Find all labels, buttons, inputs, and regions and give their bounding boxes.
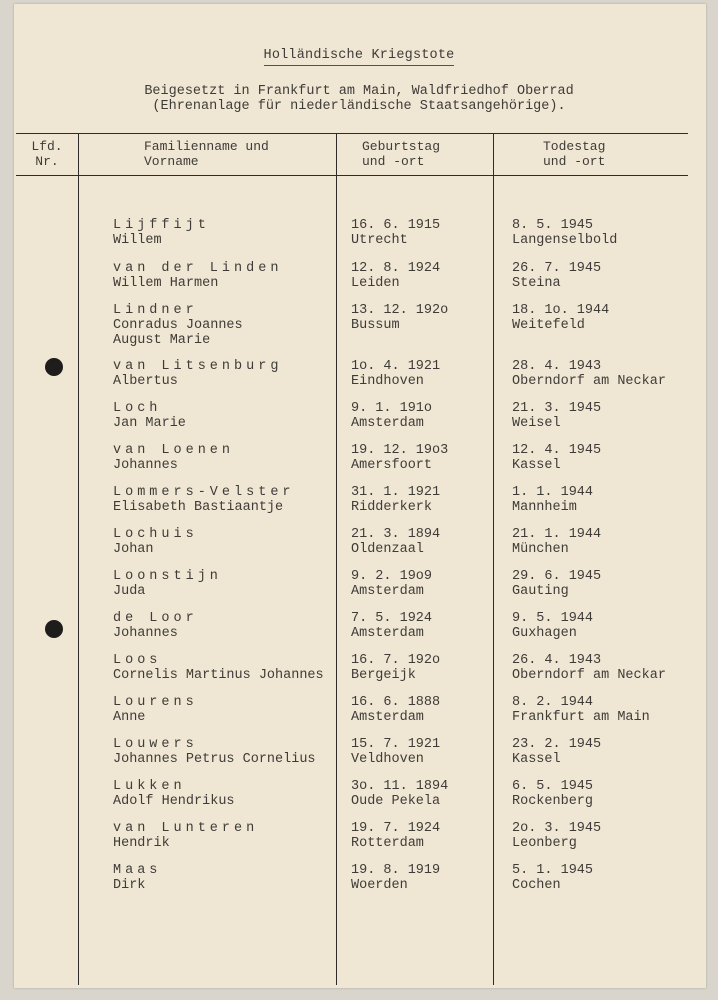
document-title-text: Holländische Kriegstote <box>264 48 455 66</box>
birth-date-cell: 9. 1. 191o <box>351 401 433 416</box>
death-date-cell: 9. 5. 1944 <box>512 611 594 626</box>
birth-place-cell: Eindhoven <box>351 374 424 389</box>
surname-cell: de Loor <box>113 611 198 626</box>
given-name-cell: August Marie <box>113 333 211 348</box>
table-row <box>0 737 718 779</box>
death-place-cell: Rockenberg <box>512 794 594 809</box>
death-date-cell: 28. 4. 1943 <box>512 359 602 374</box>
document-subtitle-line2: (Ehrenanlage für niederländische Staatsangehörige). <box>152 99 566 114</box>
birth-place-cell: Veldhoven <box>351 752 424 767</box>
header-name-line1: Familienname und <box>144 139 269 154</box>
death-date-cell: 12. 4. 1945 <box>512 443 602 458</box>
header-number-line2: Nr. <box>35 154 59 169</box>
given-name-cell: Anne <box>113 710 146 725</box>
death-place-cell: Oberndorf am Neckar <box>512 668 666 683</box>
given-name-cell: Johannes Petrus Cornelius <box>113 752 316 767</box>
birth-date-cell: 9. 2. 19o9 <box>351 569 433 584</box>
given-name-cell: Albertus <box>113 374 178 389</box>
surname-cell: Lukken <box>113 779 186 794</box>
death-date-cell: 26. 7. 1945 <box>512 261 602 276</box>
death-place-cell: Guxhagen <box>512 626 577 641</box>
given-name-cell: Cornelis Martinus Johannes <box>113 668 324 683</box>
table-row <box>0 653 718 695</box>
death-date-cell: 21. 3. 1945 <box>512 401 602 416</box>
header-name <box>130 139 269 169</box>
death-place-cell: Cochen <box>512 878 561 893</box>
surname-cell: Lourens <box>113 695 198 710</box>
table-row <box>0 443 718 485</box>
birth-date-cell: 19. 7. 1924 <box>351 821 441 836</box>
table-row <box>0 821 718 863</box>
table-row <box>0 303 718 348</box>
given-name-cell: Johan <box>113 542 154 557</box>
given-name-cell: Willem <box>113 233 162 248</box>
table-row <box>0 261 718 303</box>
birth-place-cell: Amsterdam <box>351 584 424 599</box>
header-birth <box>362 139 440 169</box>
surname-cell: Lijffijt <box>113 218 210 233</box>
table-row <box>0 527 718 569</box>
table-row <box>0 569 718 611</box>
birth-place-cell: Rotterdam <box>351 836 424 851</box>
death-place-cell: Frankfurt am Main <box>512 710 650 725</box>
birth-date-cell: 16. 7. 192o <box>351 653 441 668</box>
header-birth-line1: Geburtstag <box>362 139 441 154</box>
given-name-cell: Jan Marie <box>113 416 186 431</box>
birth-place-cell: Leiden <box>351 276 400 291</box>
surname-cell: Lommers-Velster <box>113 485 295 500</box>
surname-cell: Loonstijn <box>113 569 222 584</box>
birth-place-cell: Oldenzaal <box>351 542 424 557</box>
table-header-rule <box>16 175 688 176</box>
birth-date-cell: 16. 6. 1888 <box>351 695 441 710</box>
birth-date-cell: 12. 8. 1924 <box>351 261 441 276</box>
birth-place-cell: Bussum <box>351 318 400 333</box>
header-birth-line2: und -ort <box>362 154 425 169</box>
death-place-cell: Mannheim <box>512 500 577 515</box>
death-date-cell: 26. 4. 1943 <box>512 653 602 668</box>
surname-cell: van Litsenburg <box>113 359 283 374</box>
birth-place-cell: Utrecht <box>351 233 408 248</box>
death-date-cell: 1. 1. 1944 <box>512 485 594 500</box>
header-death <box>543 139 605 169</box>
birth-date-cell: 19. 8. 1919 <box>351 863 441 878</box>
death-date-cell: 2o. 3. 1945 <box>512 821 602 836</box>
birth-date-cell: 19. 12. 19o3 <box>351 443 449 458</box>
table-row <box>0 359 718 401</box>
birth-place-cell: Amersfoort <box>351 458 433 473</box>
surname-cell: Lindner <box>113 303 198 318</box>
given-name-cell: Conradus Joannes <box>113 318 243 333</box>
death-date-cell: 5. 1. 1945 <box>512 863 594 878</box>
birth-place-cell: Amsterdam <box>351 626 424 641</box>
birth-place-cell: Ridderkerk <box>351 500 433 515</box>
birth-place-cell: Amsterdam <box>351 416 424 431</box>
given-name-cell: Willem Harmen <box>113 276 219 291</box>
given-name-cell: Adolf Hendrikus <box>113 794 235 809</box>
death-place-cell: Steina <box>512 276 561 291</box>
death-date-cell: 8. 5. 1945 <box>512 218 594 233</box>
birth-place-cell: Woerden <box>351 878 408 893</box>
header-death-line1: Todestag <box>543 139 606 154</box>
given-name-cell: Juda <box>113 584 146 599</box>
document-subtitle-line1: Beigesetzt in Frankfurt am Main, Waldfriedhof Oberrad <box>144 84 574 99</box>
header-number-line1: Lfd. <box>31 139 63 154</box>
given-name-cell: Dirk <box>113 878 146 893</box>
surname-cell: van der Linden <box>113 261 283 276</box>
given-name-cell: Johannes <box>113 458 178 473</box>
birth-date-cell: 15. 7. 1921 <box>351 737 441 752</box>
surname-cell: van Loenen <box>113 443 235 458</box>
table-top-rule <box>16 133 688 134</box>
death-place-cell: Kassel <box>512 752 561 767</box>
birth-date-cell: 31. 1. 1921 <box>351 485 441 500</box>
table-row <box>0 695 718 737</box>
death-date-cell: 23. 2. 1945 <box>512 737 602 752</box>
table-row <box>0 611 718 653</box>
surname-cell: van Lunteren <box>113 821 259 836</box>
header-name-line2: Vorname <box>144 154 199 169</box>
death-date-cell: 21. 1. 1944 <box>512 527 602 542</box>
document-title <box>0 48 718 63</box>
death-date-cell: 6. 5. 1945 <box>512 779 594 794</box>
death-place-cell: Oberndorf am Neckar <box>512 374 666 389</box>
birth-date-cell: 7. 5. 1924 <box>351 611 433 626</box>
table-row <box>0 779 718 821</box>
death-place-cell: Gauting <box>512 584 569 599</box>
given-name-cell: Johannes <box>113 626 178 641</box>
header-number <box>18 139 76 169</box>
given-name-cell: Elisabeth Bastiaantje <box>113 500 284 515</box>
birth-place-cell: Amsterdam <box>351 710 424 725</box>
death-place-cell: Langenselbold <box>512 233 618 248</box>
surname-cell: Maas <box>113 863 162 878</box>
surname-cell: Loch <box>113 401 162 416</box>
surname-cell: Loos <box>113 653 162 668</box>
birth-date-cell: 21. 3. 1894 <box>351 527 441 542</box>
death-date-cell: 29. 6. 1945 <box>512 569 602 584</box>
surname-cell: Lochuis <box>113 527 198 542</box>
death-place-cell: Weitefeld <box>512 318 585 333</box>
birth-date-cell: 13. 12. 192o <box>351 303 449 318</box>
death-place-cell: München <box>512 542 569 557</box>
table-row <box>0 863 718 905</box>
birth-date-cell: 3o. 11. 1894 <box>351 779 449 794</box>
table-row <box>0 485 718 527</box>
birth-date-cell: 16. 6. 1915 <box>351 218 441 233</box>
birth-place-cell: Oude Pekela <box>351 794 441 809</box>
surname-cell: Louwers <box>113 737 198 752</box>
table-row <box>0 401 718 443</box>
death-date-cell: 18. 1o. 1944 <box>512 303 610 318</box>
birth-date-cell: 1o. 4. 1921 <box>351 359 441 374</box>
death-place-cell: Kassel <box>512 458 561 473</box>
death-place-cell: Weisel <box>512 416 561 431</box>
death-date-cell: 8. 2. 1944 <box>512 695 594 710</box>
birth-place-cell: Bergeijk <box>351 668 416 683</box>
given-name-cell: Hendrik <box>113 836 170 851</box>
table-row <box>0 218 718 260</box>
death-place-cell: Leonberg <box>512 836 577 851</box>
header-death-line2: und -ort <box>543 154 606 169</box>
